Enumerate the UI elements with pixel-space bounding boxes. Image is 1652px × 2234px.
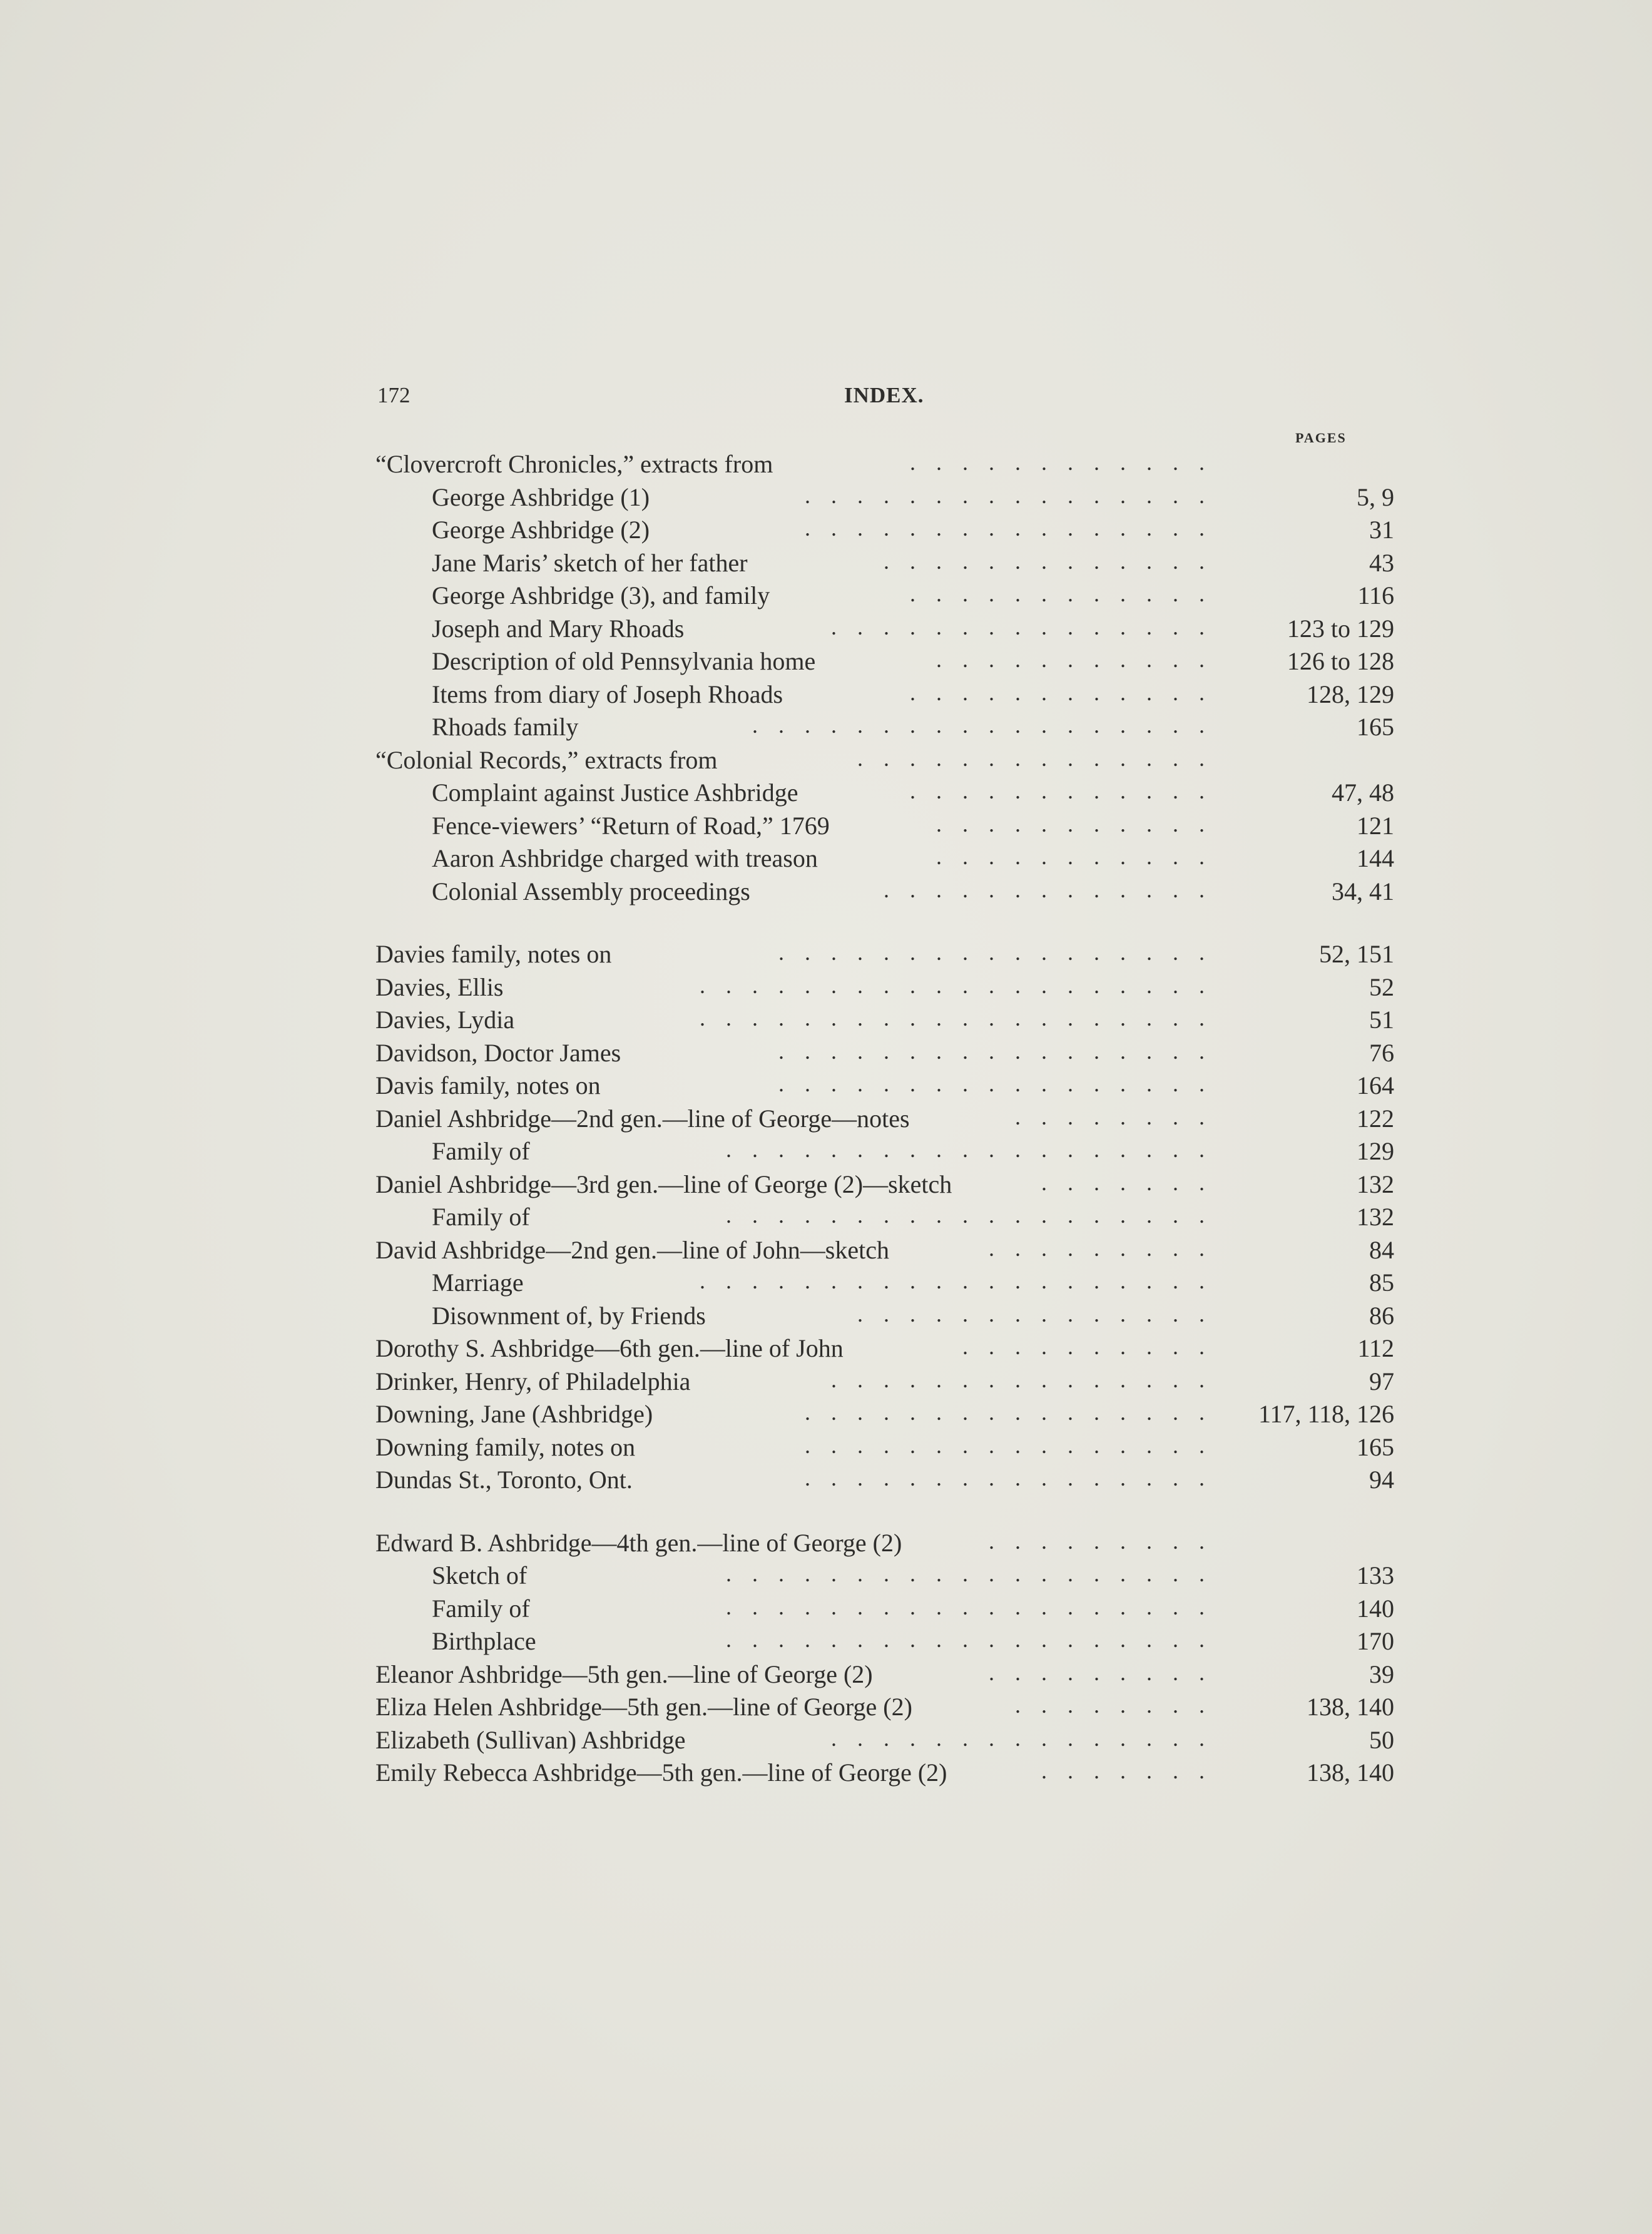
index-subentry: [375, 614, 1394, 647]
entry-pages: 31: [1369, 516, 1394, 544]
dot-leader: ...........: [936, 844, 1225, 869]
entry-pages: 170: [1357, 1627, 1394, 1655]
dot-leader: ...................: [726, 1203, 1225, 1228]
entry-text: Family of: [432, 1137, 530, 1165]
dot-leader: .......: [1041, 1170, 1225, 1195]
dot-leader: ........: [1015, 1104, 1225, 1130]
entry-text: Colonial Assembly proceedings: [432, 877, 750, 905]
entry-text: “Colonial Records,” extracts from: [375, 745, 718, 774]
index-entry: [375, 1038, 1394, 1071]
entry-pages: 52: [1369, 972, 1394, 1001]
index-entry: [375, 1758, 1394, 1791]
entry-pages: 140: [1357, 1594, 1394, 1623]
entry-text: Family of: [432, 1594, 530, 1623]
entry-pages: 34, 41: [1332, 877, 1394, 905]
dot-leader: ....................: [700, 972, 1225, 998]
entry-pages: 132: [1357, 1170, 1394, 1198]
entry-pages: 43: [1369, 548, 1394, 577]
index-entry: [375, 1170, 1394, 1203]
entry-text: Downing, Jane (Ashbridge): [375, 1400, 653, 1428]
entry-pages: 144: [1357, 844, 1394, 872]
group-separator: [375, 1498, 1394, 1528]
entry-pages: 122: [1357, 1104, 1394, 1133]
entry-text: Disownment of, by Friends: [432, 1301, 706, 1330]
index-entry: [375, 745, 1394, 778]
dot-leader: ..............: [857, 1301, 1225, 1327]
group-separator: [375, 909, 1394, 939]
dot-leader: ............: [910, 581, 1225, 606]
entry-text: Items from diary of Joseph Rhoads: [432, 680, 783, 708]
entry-text: Daniel Ashbridge—3rd gen.—line of George (2)—sketch: [375, 1170, 952, 1198]
entry-text: Dorothy S. Ashbridge—6th gen.—line of John: [375, 1334, 844, 1362]
dot-leader: ...................: [726, 1137, 1225, 1162]
entry-pages: 138, 140: [1307, 1693, 1394, 1721]
pages-column-label: PAGES: [1295, 430, 1347, 446]
dot-leader: .................: [778, 940, 1225, 965]
dot-leader: ...................: [726, 1561, 1225, 1586]
dot-leader: ..................: [752, 713, 1225, 738]
dot-leader: ............: [910, 450, 1225, 475]
entry-text: Davis family, notes on: [375, 1071, 601, 1099]
index-entry: [375, 449, 1394, 482]
dot-leader: ................: [805, 1466, 1225, 1491]
entry-pages: 117, 118, 126: [1258, 1400, 1394, 1428]
entry-pages: 123 to 129: [1287, 614, 1394, 643]
entry-text: George Ashbridge (3), and family: [432, 581, 770, 610]
entry-pages: 84: [1369, 1235, 1394, 1264]
index-subentry: [375, 877, 1394, 910]
entry-pages: 112: [1357, 1334, 1394, 1362]
index-subentry: [375, 646, 1394, 680]
running-title: INDEX.: [844, 383, 924, 407]
dot-leader: ........: [1015, 1693, 1225, 1718]
entry-text: Drinker, Henry, of Philadelphia: [375, 1367, 691, 1395]
entry-pages: 52, 151: [1319, 940, 1394, 968]
dot-leader: .................: [778, 1071, 1225, 1096]
index-subentry: [375, 1301, 1394, 1334]
entry-text: Description of old Pennsylvania home: [432, 647, 816, 675]
entry-text: Davidson, Doctor James: [375, 1038, 621, 1067]
dot-leader: ...............: [831, 1725, 1225, 1751]
index-subentry: [375, 1136, 1394, 1170]
dot-leader: ................: [805, 482, 1225, 508]
entry-text: Elizabeth (Sullivan) Ashbridge: [375, 1725, 686, 1754]
index-subentry: [375, 482, 1394, 516]
entry-pages: 132: [1357, 1203, 1394, 1231]
entry-text: Edward B. Ashbridge—4th gen.—line of George (2): [375, 1528, 902, 1557]
entry-pages: 86: [1369, 1301, 1394, 1330]
index-entry: [375, 1692, 1394, 1725]
dot-leader: ....................: [700, 1006, 1225, 1031]
entry-text: Sketch of: [432, 1561, 528, 1589]
index-entry: [375, 1235, 1394, 1268]
entry-pages: 50: [1369, 1725, 1394, 1754]
entry-text: Marriage: [432, 1268, 524, 1297]
index-subentry: [375, 844, 1394, 877]
entry-text: Dundas St., Toronto, Ont.: [375, 1466, 633, 1494]
dot-leader: ............: [910, 680, 1225, 705]
index-list: [375, 449, 1394, 1791]
index-entry: [375, 1660, 1394, 1693]
entry-pages: 51: [1369, 1006, 1394, 1034]
dot-leader: ...........: [936, 811, 1225, 837]
entry-pages: 85: [1369, 1268, 1394, 1297]
entry-text: George Ashbridge (2): [432, 516, 650, 544]
entry-pages: 138, 140: [1307, 1758, 1394, 1787]
index-subentry: [375, 1594, 1394, 1627]
entry-pages: 129: [1357, 1137, 1394, 1165]
entry-pages: 116: [1357, 581, 1394, 610]
dot-leader: ............: [910, 778, 1225, 803]
index-entry: [375, 1005, 1394, 1038]
entry-text: Davies, Ellis: [375, 972, 504, 1001]
entry-text: David Ashbridge—2nd gen.—line of John—sketch: [375, 1235, 889, 1264]
index-entry: [375, 1399, 1394, 1432]
dot-leader: ...................: [726, 1594, 1225, 1619]
entry-pages: 94: [1369, 1466, 1394, 1494]
index-entry: [375, 1071, 1394, 1104]
entry-text: Birthplace: [432, 1627, 536, 1655]
dot-leader: ..........: [962, 1334, 1225, 1359]
entry-pages: 165: [1357, 713, 1394, 741]
entry-pages: 47, 48: [1332, 778, 1394, 807]
index-entry: [375, 1432, 1394, 1466]
entry-text: Davies, Lydia: [375, 1006, 515, 1034]
entry-pages: 165: [1357, 1432, 1394, 1461]
entry-pages: 39: [1369, 1660, 1394, 1688]
dot-leader: ................: [805, 1432, 1225, 1458]
dot-leader: ................: [805, 1400, 1225, 1425]
index-subentry: [375, 1268, 1394, 1301]
dot-leader: .........: [989, 1660, 1225, 1685]
entry-pages: 97: [1369, 1367, 1394, 1395]
entry-text: Rhoads family: [432, 713, 579, 741]
entry-text: Daniel Ashbridge—2nd gen.—line of George—notes: [375, 1104, 910, 1133]
index-entry: [375, 1528, 1394, 1561]
entry-text: Emily Rebecca Ashbridge—5th gen.—line of George (2): [375, 1758, 947, 1787]
index-entry: [375, 1334, 1394, 1367]
dot-leader: ................: [805, 516, 1225, 541]
entry-pages: 76: [1369, 1038, 1394, 1067]
dot-leader: ...............: [831, 1367, 1225, 1392]
entry-text: Davies family, notes on: [375, 940, 612, 968]
index-subentry: [375, 1561, 1394, 1594]
index-subentry: [375, 548, 1394, 581]
index-subentry: [375, 515, 1394, 548]
dot-leader: .............: [884, 548, 1225, 574]
entry-text: George Ashbridge (1): [432, 482, 650, 511]
entry-text: Eleanor Ashbridge—5th gen.—line of George (2): [375, 1660, 873, 1688]
dot-leader: ...............: [831, 614, 1225, 640]
index-entry: [375, 1367, 1394, 1400]
index-subentry: [375, 680, 1394, 713]
entry-pages: 5, 9: [1357, 482, 1394, 511]
index-entry: [375, 1725, 1394, 1758]
entry-pages: 128, 129: [1307, 680, 1394, 708]
entry-text: Fence-viewers’ “Return of Road,” 1769: [432, 811, 830, 840]
dot-leader: .........: [989, 1528, 1225, 1554]
dot-leader: .......: [1041, 1758, 1225, 1783]
entry-pages: 164: [1357, 1071, 1394, 1099]
dot-leader: ...........: [936, 647, 1225, 672]
index-subentry: [375, 1202, 1394, 1235]
dot-leader: ..............: [857, 745, 1225, 771]
index-subentry: [375, 1626, 1394, 1660]
entry-text: Eliza Helen Ashbridge—5th gen.—line of George (2): [375, 1693, 912, 1721]
page-number: 172: [377, 383, 410, 407]
entry-pages: 126 to 128: [1287, 647, 1394, 675]
index-subentry: [375, 778, 1394, 811]
page-header: [377, 383, 1394, 414]
entry-text: Family of: [432, 1203, 530, 1231]
entry-text: Joseph and Mary Rhoads: [432, 614, 685, 643]
index-subentry: [375, 581, 1394, 614]
dot-leader: ...................: [726, 1627, 1225, 1652]
dot-leader: .................: [778, 1038, 1225, 1064]
index-entry: [375, 939, 1394, 972]
entry-text: Jane Maris’ sketch of her father: [432, 548, 748, 577]
index-subentry: [375, 712, 1394, 745]
index-subentry: [375, 811, 1394, 844]
entry-text: Complaint against Justice Ashbridge: [432, 778, 798, 807]
dot-leader: .............: [884, 877, 1225, 902]
entry-text: “Clovercroft Chronicles,” extracts from: [375, 450, 773, 478]
index-entry: [375, 972, 1394, 1006]
dot-leader: ....................: [700, 1268, 1225, 1293]
entry-text: Aaron Ashbridge charged with treason: [432, 844, 818, 872]
entry-pages: 133: [1357, 1561, 1394, 1589]
dot-leader: .........: [989, 1235, 1225, 1261]
entry-pages: 121: [1357, 811, 1394, 840]
entry-text: Downing family, notes on: [375, 1432, 636, 1461]
index-entry: [375, 1104, 1394, 1137]
index-entry: [375, 1465, 1394, 1498]
